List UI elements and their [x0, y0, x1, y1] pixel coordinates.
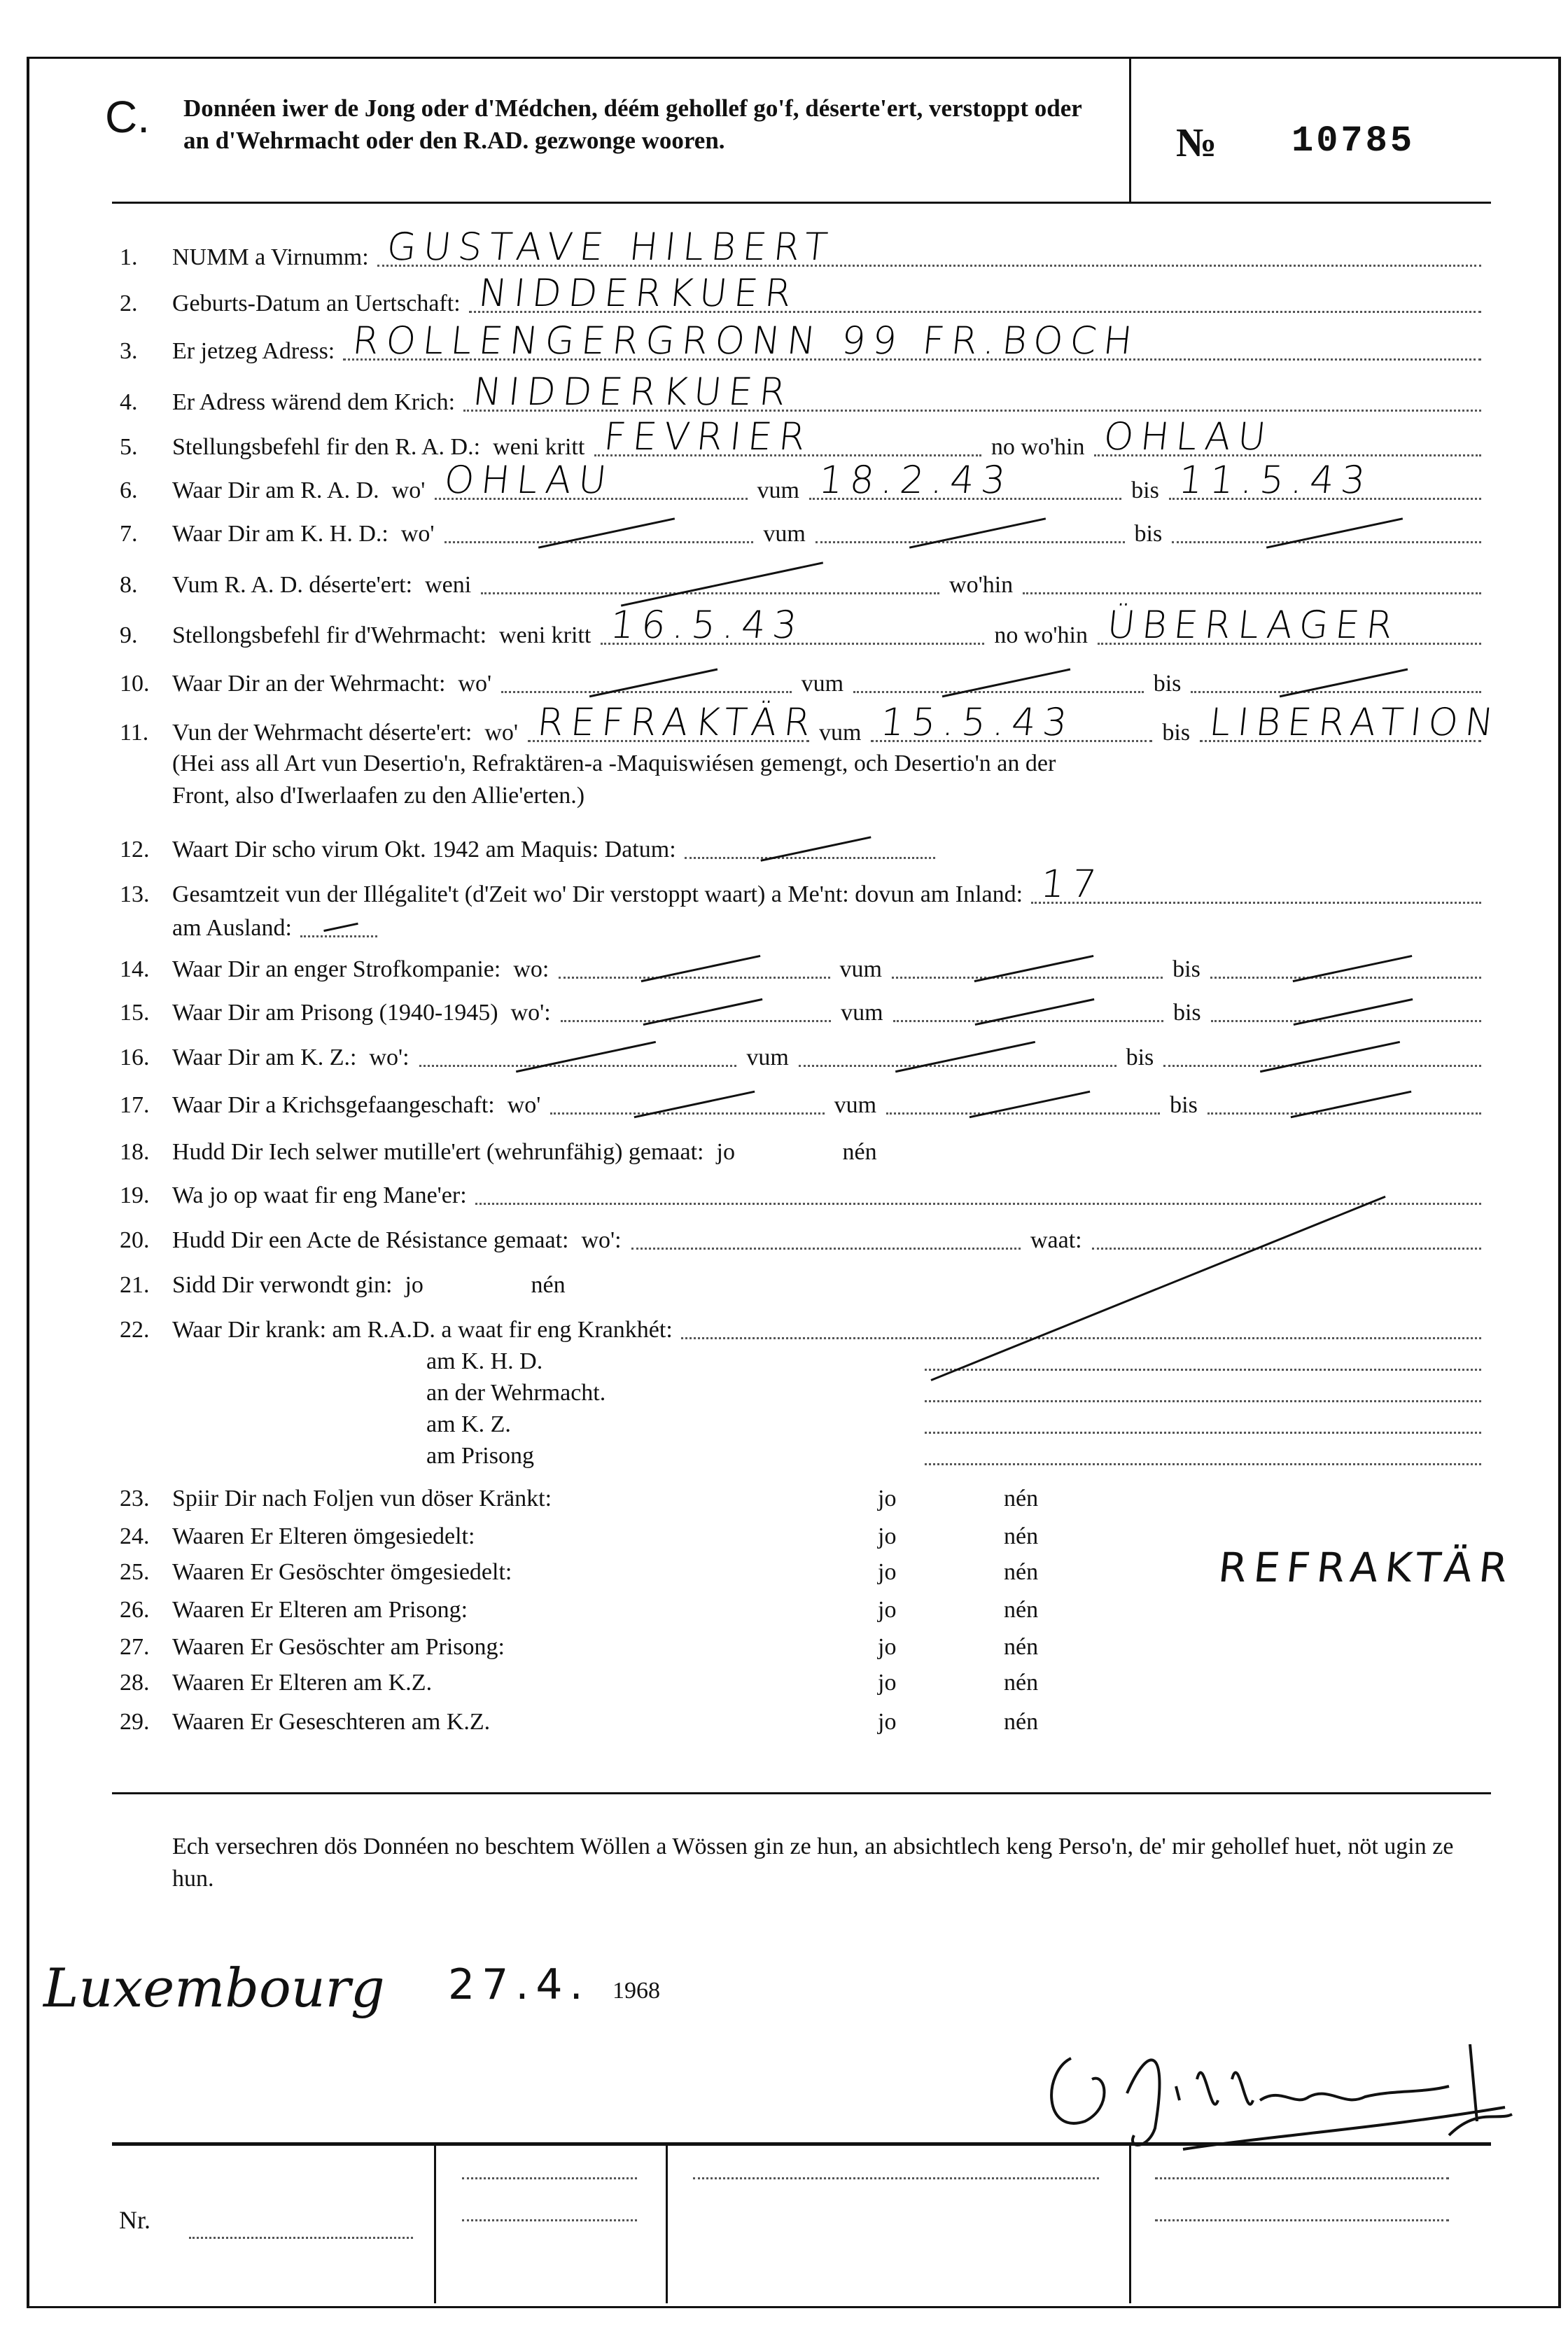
- field-keyword: jo: [878, 1670, 897, 1696]
- row-number: 20.: [120, 1227, 150, 1253]
- row-number: 24.: [120, 1523, 150, 1549]
- row-label: Waar Dir am R. A. D.: [172, 477, 379, 503]
- field-keyword: vum: [746, 1045, 789, 1070]
- handwritten-value: OHLAU: [1102, 414, 1275, 459]
- field-keyword: vum: [839, 956, 882, 982]
- row-label: Waaren Er Geseschteren am K.Z.: [172, 1709, 491, 1735]
- entry-field[interactable]: [601, 603, 984, 647]
- field-keyword: nén: [1004, 1559, 1039, 1585]
- row-label: Sidd Dir verwondt gin:: [172, 1272, 393, 1298]
- entry-field[interactable]: [1094, 414, 1481, 459]
- handwritten-value: 11.5.43: [1176, 458, 1375, 502]
- footer-dotted-field: [462, 2219, 637, 2221]
- handwritten-value: ROLLENGERGRONN 99 FR.BOCH: [350, 319, 1142, 363]
- entry-field[interactable]: [893, 999, 1163, 1022]
- field-keyword: nén: [1004, 1634, 1039, 1660]
- entry-field[interactable]: [1210, 956, 1481, 979]
- row-label: Waar Dir an enger Strofkompanie:: [172, 956, 501, 982]
- row-label: Hudd Dir een Acte de Résistance gemaat:: [172, 1227, 569, 1253]
- entry-field[interactable]: [1169, 458, 1481, 502]
- footer-dotted-field: [693, 2177, 1099, 2179]
- entry-field[interactable]: [816, 520, 1125, 543]
- entry-field[interactable]: [685, 836, 935, 859]
- row-body: [172, 1634, 1484, 1661]
- handwritten-value: REFRAKTÄR: [535, 700, 820, 744]
- row-number: 12.: [120, 837, 150, 863]
- form-row: [0, 1664, 1568, 1699]
- field-keyword: jo: [878, 1709, 897, 1735]
- field-keyword: bis: [1134, 521, 1163, 547]
- row-body: [172, 836, 1484, 863]
- row-label: Waar Dir am K. H. D.:: [172, 521, 388, 547]
- field-keyword: bis: [1153, 671, 1182, 697]
- entry-field[interactable]: [550, 1091, 824, 1115]
- row-number: 4.: [120, 389, 138, 415]
- field-keyword: nén: [1004, 1597, 1039, 1623]
- row-body: [172, 271, 1484, 317]
- row-label: Stellungsbefehl fir den R. A. D.:: [172, 434, 481, 460]
- entry-field[interactable]: [886, 1091, 1160, 1115]
- field-keyword: weni: [425, 572, 472, 598]
- entry-field[interactable]: [892, 956, 1163, 979]
- row-label: Waaren Er Gesöschter am Prisong:: [172, 1634, 505, 1660]
- handwritten-value: GUSTAVE HILBERT: [384, 225, 836, 269]
- field-keyword: nén: [842, 1139, 877, 1165]
- field-keyword: weni kritt: [493, 434, 585, 460]
- form-row: [0, 665, 1568, 700]
- row-body: [172, 862, 1484, 908]
- field-keyword: bis: [1172, 1000, 1201, 1026]
- entry-field[interactable]: [475, 1182, 1481, 1205]
- entry-field[interactable]: [1163, 1044, 1481, 1067]
- footer-col-divider: [434, 2142, 436, 2303]
- section-letter: C.: [105, 92, 150, 142]
- row-body: [172, 1091, 1484, 1119]
- handwritten-value: NIDDERKUER: [476, 271, 801, 315]
- row-body: [172, 571, 1484, 599]
- form-row: [0, 1039, 1568, 1074]
- row-subline: [0, 1437, 1568, 1472]
- field-keyword: wo':: [581, 1227, 622, 1253]
- row-number: 16.: [120, 1045, 150, 1070]
- row-label: Wa jo op waat fir eng Mane'er:: [172, 1182, 467, 1208]
- row-label: Stellongsbefehl fir d'Wehrmacht:: [172, 622, 487, 648]
- handwritten-value: OHLAU: [442, 458, 616, 502]
- field-keyword: no wo'hin: [994, 622, 1088, 648]
- row-body: [172, 225, 1484, 271]
- entry-field[interactable]: [419, 1044, 737, 1067]
- row-label: Waar Dir krank: am R.A.D. a waat fir eng Krankhét:: [172, 1317, 673, 1343]
- form-row: [0, 319, 1568, 368]
- row-body: [172, 956, 1484, 983]
- form-row: [0, 271, 1568, 320]
- row-label: Waaren Er Elteren ömgesiedelt:: [172, 1523, 475, 1549]
- entry-field[interactable]: [559, 956, 830, 979]
- field-keyword: jo: [878, 1486, 897, 1511]
- field-keyword: bis: [1162, 720, 1191, 746]
- row-label: Waar Dir a Krichsgefaangeschaft:: [172, 1092, 495, 1118]
- row-number: 7.: [120, 521, 138, 547]
- entry-field[interactable]: [1172, 520, 1481, 543]
- signature: [1029, 2030, 1519, 2156]
- field-keyword: nén: [1004, 1670, 1039, 1696]
- entry-field[interactable]: [300, 914, 377, 937]
- row-subline: [0, 1374, 1568, 1409]
- row-label: Geburts-Datum an Uertschaft:: [172, 291, 461, 316]
- footer-dotted-field: [1155, 2219, 1449, 2221]
- handwritten-value: NIDDERKUER: [470, 370, 795, 414]
- form-title: Donnéen iwer de Jong oder d'Médchen, déém gehollef go'f, déserte'ert, verstoppt oder an d'Wehrmacht oder den R.AD. gezwonge wooren.: [183, 95, 1082, 154]
- field-keyword: vum: [757, 477, 799, 503]
- field-keyword: vum: [801, 671, 844, 697]
- row-body: [172, 1227, 1484, 1254]
- form-row: [0, 370, 1568, 419]
- form-row: [0, 1591, 1568, 1626]
- row-number: 17.: [120, 1092, 150, 1118]
- entry-field[interactable]: [1092, 1227, 1481, 1250]
- row-label: Waaren Er Elteren am K.Z.: [172, 1670, 433, 1696]
- field-keyword: nén: [531, 1272, 566, 1298]
- row-body: [172, 700, 1503, 746]
- footer-col-divider: [666, 2142, 668, 2303]
- field-keyword: nén: [1004, 1709, 1039, 1735]
- row-body: [172, 914, 1484, 942]
- row-label: Waar Dir am Prisong (1940-1945): [172, 1000, 498, 1026]
- entry-field[interactable]: [1211, 999, 1481, 1022]
- declaration-text: Ech versechren dös Donnéen no beschtem Wöllen a Wössen gin ze hun, an absichtlech keng Perso'n, de' mir gehollef huet, nöt ugin ze hun.: [172, 1834, 1454, 1892]
- field-keyword: wo': [400, 521, 435, 547]
- row-number: 22.: [120, 1317, 150, 1343]
- row-label: Waar Dir am K. Z.:: [172, 1045, 357, 1070]
- row-number: 8.: [120, 572, 138, 598]
- row-number: 9.: [120, 622, 138, 648]
- row-body: [172, 319, 1484, 365]
- field-keyword: no wo'hin: [990, 434, 1085, 460]
- field-keyword: nén: [1004, 1523, 1039, 1549]
- handwritten-place: Luxembourg: [43, 1957, 385, 2019]
- form-row: [0, 831, 1568, 866]
- row-number: 1.: [120, 244, 138, 270]
- row-sublabel: am Prisong: [426, 1443, 534, 1469]
- field-keyword: wo': [507, 1092, 541, 1118]
- form-row: [0, 1311, 1568, 1346]
- row-label: Waaren Er Elteren am Prisong:: [172, 1597, 468, 1623]
- field-keyword: jo: [878, 1634, 897, 1660]
- field-keyword: wo:: [513, 956, 550, 982]
- handwritten-value: 15.5.43: [878, 700, 1077, 744]
- form-row: [0, 951, 1568, 986]
- entry-field[interactable]: [925, 1379, 1481, 1402]
- entry-field[interactable]: [561, 999, 831, 1022]
- entry-field[interactable]: [501, 670, 792, 693]
- entry-field[interactable]: [799, 1044, 1116, 1067]
- handwritten-date: 27.4.: [448, 1960, 590, 2009]
- field-keyword: jo: [405, 1272, 424, 1298]
- handwritten-note-refraktar: REFRAKTÄR: [1216, 1544, 1517, 1591]
- form-row: [0, 1480, 1568, 1515]
- entry-field[interactable]: [1208, 1091, 1481, 1115]
- declaration-rule: [112, 1792, 1491, 1794]
- field-keyword: vum: [841, 1000, 883, 1026]
- row-body: [172, 1316, 1484, 1343]
- handwritten-value: 18.2.43: [816, 458, 1015, 502]
- row-sublabel: am K. H. D.: [426, 1348, 543, 1374]
- row-body: [172, 414, 1484, 461]
- row-body: [172, 370, 1484, 416]
- row-label: am Ausland:: [172, 915, 292, 941]
- entry-field[interactable]: [481, 571, 939, 594]
- entry-field[interactable]: [809, 458, 1121, 502]
- form-row: [0, 1628, 1568, 1663]
- row-label: Waaren Er Gesöschter ömgesiedelt:: [172, 1559, 512, 1585]
- field-keyword: bis: [1126, 1045, 1154, 1070]
- row-subline: [0, 1406, 1568, 1441]
- footer-dotted-field: [462, 2177, 637, 2179]
- row-sublabel: am K. Z.: [426, 1411, 511, 1437]
- year: 1968: [612, 1978, 660, 2004]
- row-number: 19.: [120, 1182, 150, 1208]
- row-label: Er Adress wärend dem Krich:: [172, 389, 456, 415]
- handwritten-value: 16.5.43: [608, 603, 806, 647]
- row-body: [172, 1597, 1484, 1624]
- number-symbol: №: [1176, 120, 1217, 165]
- form-row: [0, 862, 1568, 911]
- row-number: 29.: [120, 1709, 150, 1735]
- field-keyword: jo: [878, 1559, 897, 1585]
- field-keyword: wo': [484, 720, 519, 746]
- entry-field[interactable]: [1031, 862, 1481, 906]
- entry-field[interactable]: [925, 1442, 1481, 1465]
- handwritten-value: 17: [1038, 862, 1106, 906]
- field-keyword: waat:: [1030, 1227, 1082, 1253]
- row-label: Gesamtzeit vun der Illégalite't (d'Zeit wo' Dir verstoppt waart) a Me'nt: dovun am Inland:: [172, 881, 1023, 907]
- nr-label: Nr.: [119, 2206, 150, 2234]
- entry-field[interactable]: [1191, 670, 1481, 693]
- row-number: 26.: [120, 1597, 150, 1623]
- field-keyword: jo: [878, 1597, 897, 1623]
- field-keyword: wo': [458, 671, 492, 697]
- field-keyword: wo'hin: [949, 572, 1014, 598]
- row-body: [172, 520, 1484, 547]
- row-body: [172, 999, 1484, 1026]
- row-number: 14.: [120, 956, 150, 982]
- form-row: [0, 700, 1568, 749]
- row-note: Front, also d'Iwerlaafen zu den Allie'erten.): [172, 783, 585, 809]
- row-number: 28.: [120, 1670, 150, 1696]
- entry-field[interactable]: [463, 370, 1481, 414]
- row-number: 18.: [120, 1139, 150, 1165]
- row-label: Waar Dir an der Wehrmacht:: [172, 671, 446, 697]
- form-row: [0, 458, 1568, 507]
- row-body: [172, 1486, 1484, 1512]
- field-keyword: bis: [1131, 477, 1159, 503]
- field-keyword: bis: [1172, 956, 1200, 982]
- row-label: Hudd Dir Iech selwer mutille'ert (wehrunfähig) gemaat:: [172, 1139, 704, 1165]
- form-row: [0, 1133, 1568, 1168]
- row-continuation: [0, 909, 1568, 944]
- row-body: [172, 1709, 1484, 1736]
- handwritten-value: ÜBERLAGER: [1105, 603, 1402, 647]
- row-body: [172, 1044, 1484, 1071]
- row-body: [426, 1379, 1484, 1406]
- row-number: 2.: [120, 291, 138, 316]
- form-row: [0, 1222, 1568, 1257]
- nr-field[interactable]: [189, 2237, 413, 2239]
- row-label: Vun der Wehrmacht déserte'ert:: [172, 720, 472, 746]
- row-body: [172, 458, 1484, 504]
- form-row: [0, 1177, 1568, 1212]
- entry-field[interactable]: [444, 520, 754, 543]
- entry-field[interactable]: [631, 1227, 1021, 1250]
- row-number: 11.: [120, 720, 149, 746]
- row-number: 3.: [120, 338, 138, 364]
- row-body: [426, 1442, 1484, 1469]
- field-keyword: wo':: [510, 1000, 551, 1026]
- row-number: 6.: [120, 477, 138, 503]
- row-body: [172, 1182, 1484, 1209]
- form-row: [0, 566, 1568, 601]
- entry-field[interactable]: [594, 414, 981, 459]
- form-number: 10785: [1292, 120, 1415, 162]
- field-keyword: wo':: [369, 1045, 410, 1070]
- row-body: [172, 1272, 1484, 1299]
- form-row: [0, 515, 1568, 550]
- entry-field[interactable]: [343, 319, 1481, 363]
- row-number: 5.: [120, 434, 138, 460]
- entry-field[interactable]: [377, 225, 1481, 269]
- footer-dotted-field: [1155, 2177, 1449, 2179]
- field-keyword: vum: [763, 521, 806, 547]
- entry-field[interactable]: [871, 700, 1152, 744]
- form-row: [0, 603, 1568, 652]
- row-number: 10.: [120, 671, 150, 697]
- row-number: 13.: [120, 881, 150, 907]
- form-row: [0, 1087, 1568, 1122]
- header-divider: [1129, 57, 1131, 204]
- row-label: Spiir Dir nach Foljen vun döser Kränkt:: [172, 1486, 552, 1511]
- entry-field[interactable]: [435, 458, 747, 502]
- entry-field[interactable]: [1023, 571, 1481, 594]
- field-keyword: weni kritt: [499, 622, 592, 648]
- row-label: NUMM a Virnumm:: [172, 244, 369, 270]
- row-body: [172, 603, 1484, 649]
- entry-field[interactable]: [1200, 700, 1503, 744]
- footer-table-rule: [112, 2142, 1491, 2146]
- row-subline: [0, 1343, 1568, 1378]
- entry-field[interactable]: [1098, 603, 1481, 647]
- row-note: (Hei ass all Art vun Desertio'n, Refraktären-a -Maquiswiésen gemengt, och Desertio'n an der: [172, 750, 1056, 776]
- row-body: [172, 1139, 1484, 1166]
- field-keyword: vum: [834, 1092, 877, 1118]
- entry-field[interactable]: [925, 1411, 1481, 1434]
- form-row: [0, 994, 1568, 1029]
- field-keyword: bis: [1170, 1092, 1198, 1118]
- row-sublabel: an der Wehrmacht.: [426, 1380, 606, 1406]
- handwritten-value: LIBERATION: [1207, 700, 1503, 744]
- footer-col-divider: [1129, 2142, 1131, 2303]
- entry-field[interactable]: [528, 700, 820, 744]
- row-label: Er jetzeg Adress:: [172, 338, 335, 364]
- row-label: Vum R. A. D. déserte'ert:: [172, 572, 413, 598]
- field-keyword: nén: [1004, 1486, 1039, 1511]
- row-number: 15.: [120, 1000, 150, 1026]
- field-keyword: jo: [716, 1139, 735, 1165]
- entry-field[interactable]: [853, 670, 1144, 693]
- row-body: [172, 1670, 1484, 1696]
- row-number: 25.: [120, 1559, 150, 1585]
- row-number: 27.: [120, 1634, 150, 1660]
- field-keyword: wo': [391, 477, 426, 503]
- form-row: [0, 1266, 1568, 1301]
- field-keyword: jo: [878, 1523, 897, 1549]
- row-body: [172, 670, 1484, 697]
- handwritten-value: FEVRIER: [602, 414, 815, 459]
- field-keyword: vum: [819, 720, 862, 746]
- form-row: [0, 225, 1568, 274]
- row-number: 23.: [120, 1486, 150, 1511]
- row-label: Waart Dir scho virum Okt. 1942 am Maquis: Datum:: [172, 837, 676, 863]
- row-body: [426, 1411, 1484, 1438]
- row-number: 21.: [120, 1272, 150, 1298]
- form-row: [0, 1703, 1568, 1738]
- entry-field[interactable]: [925, 1348, 1481, 1371]
- header-bottom-rule: [112, 202, 1491, 204]
- entry-field[interactable]: [469, 271, 1481, 315]
